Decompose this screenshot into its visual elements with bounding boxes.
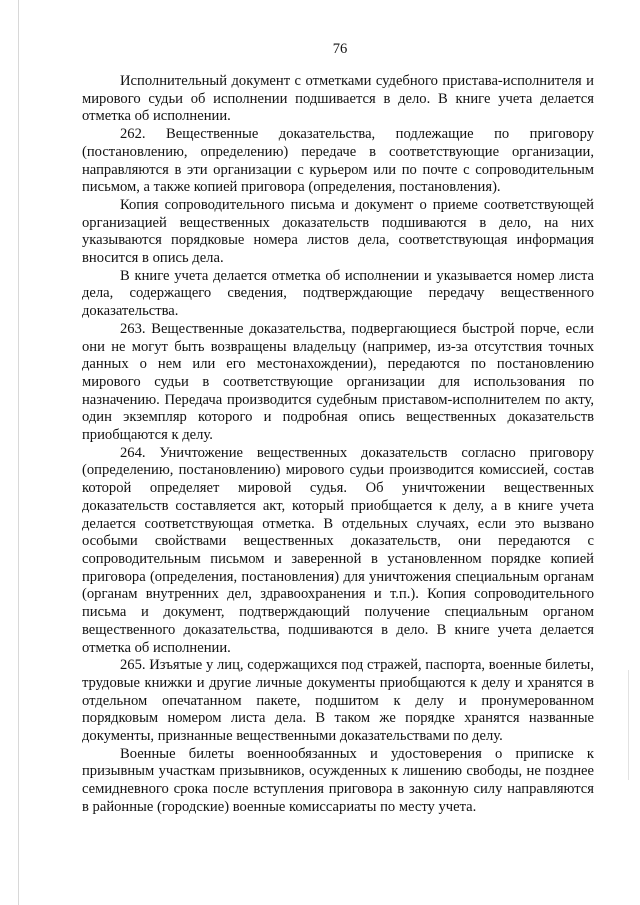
scan-edge-line — [18, 0, 19, 905]
paragraph: Военные билеты военнообязанных и удостоверения о приписке к призывным участкам призывников, осужденных к лишению свободы, не позднее семидневного срока после вступления приговора в законную силу направляются в районные (городские) военные комиссариаты по месту учета. — [82, 745, 594, 815]
scan-mark — [628, 670, 629, 780]
paragraph: 264. Уничтожение вещественных доказательств согласно приговору (определению, постановлению) мирового судьи производится комиссией, состав которой определяет мировой судья. Об уничтожении вещественных доказательств составляется акт, который приобщается к делу, а в книге учета делается соответствующая отметка. В отдельных случаях, если это вызвано особыми свойствами вещественных доказательств, они передаются с сопроводительным письмом и заверенной в установленном порядке копией приговора (определения, постановления) для уничтожения специальным органам (органам внутренних дел, здравоохранения и т.п.). Копия сопроводительного письма и документ, подтверждающий получение специальным органом вещественного доказательства, подшиваются в дело. В книге учета делается отметка об исполнении. — [82, 444, 594, 656]
page-number: 76 — [332, 41, 348, 57]
paragraph: Копия сопроводительного письма и документ о приеме соответствующей организацией вещественных доказательств подшиваются в дело, на них указываются порядковые номера листов дела, соответствующая информация вносится в опись дела. — [82, 196, 594, 267]
body-text — [82, 73, 594, 817]
paragraph: 265. Изъятые у лиц, содержащихся под стражей, паспорта, военные билеты, трудовые книжки и другие личные документы приобщаются к делу и хранятся в отдельном опечатанном пакете, подшитом к делу и пронумерованном порядковым номером листа дела. В таком же порядке хранятся названные документы, признанные вещественными доказательствами по делу. — [82, 657, 594, 745]
paragraph: Исполнительный документ с отметками судебного пристава-исполнителя и мирового судьи об исполнении подшивается в дело. В книге учета делается отметка об исполнении. — [82, 73, 594, 125]
paragraph: В книге учета делается отметка об исполнении и указывается номер листа дела, содержащего сведения, подтверждающие передачу вещественного доказательства. — [82, 267, 594, 320]
paragraph: 263. Вещественные доказательства, подвергающиеся быстрой порче, если они не могут быть возвращены владельцу (например, из-за отсутствия точных данных о нем или его местонахождении), передаются по постановлению мирового судьи в соответствующие организации для использования по назначению. Передача производится судебным приставом-исполнителем по акту, один экземпляр которого и подробная опись вещественных доказательств приобщаются к делу. — [82, 320, 594, 444]
paragraph: 262. Вещественные доказательства, подлежащие по приговору (постановлению, определению) передаче в соответствующие организации, направляются в эти организации с курьером или по почте с сопроводительным письмом, а также копией приговора (определения, постановления). — [82, 126, 594, 196]
